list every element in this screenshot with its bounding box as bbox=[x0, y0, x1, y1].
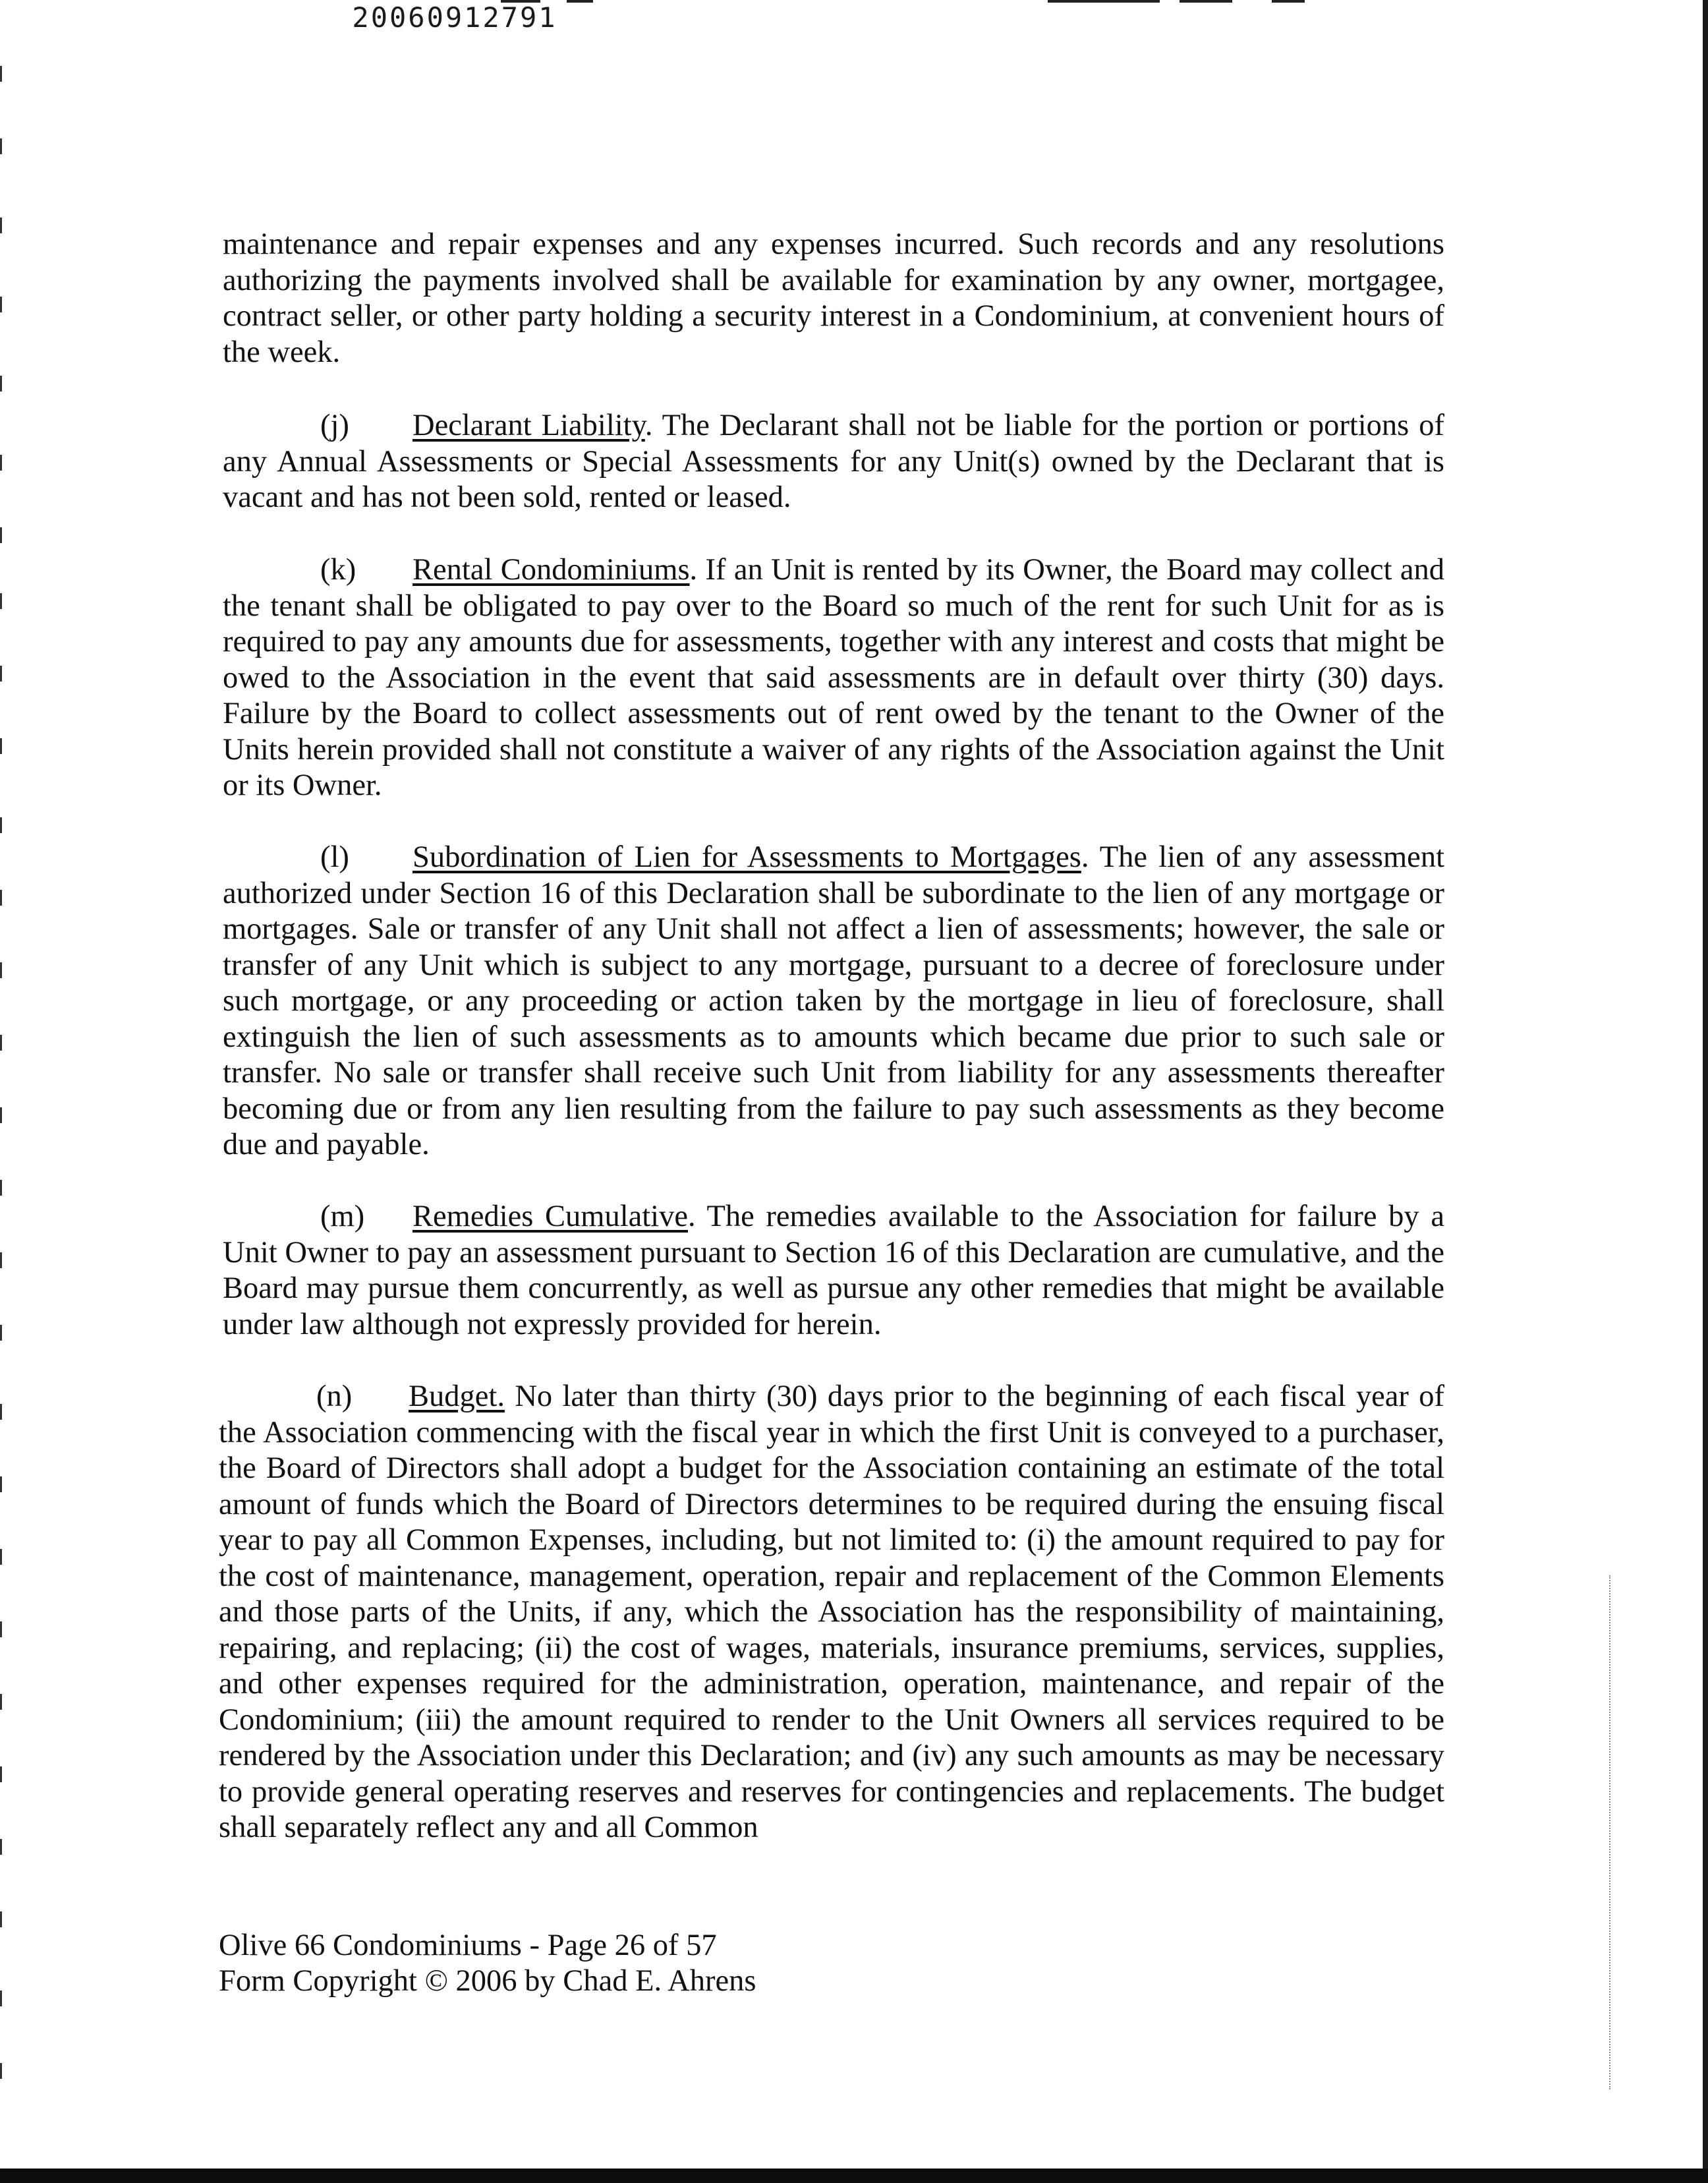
paragraph-heading: Rental Condominiums bbox=[413, 553, 690, 587]
paragraph-text: . The lien of any assessment authorized under Section 16 of this Declaration shall be subordinate to the lien of any mortgage or mortgages. Sale or transfer of any Unit shall not affect a lien of assessments; however, the sale or transfer of any Unit which is subject to any mortgage, pursuant to a decree of foreclosure under such mortgage, or any proceeding or action taken by the mortgage in lieu of foreclosure, shall extinguish the lien of such assessments as to amounts which became due prior to such sale or transfer. No sale or transfer shall receive such Unit from liability for any assessments thereafter becoming due or from any lien resulting from the failure to pay such assessments as they become due and payable. bbox=[223, 840, 1444, 1161]
scan-tick bbox=[0, 1325, 2, 1341]
paragraph-heading: Declarant Liability bbox=[413, 409, 645, 442]
paragraph-heading: Budget. bbox=[409, 1380, 505, 1413]
footer-copyright: Form Copyright © 2006 by Chad E. Ahrens bbox=[219, 1964, 756, 1998]
scan-tick bbox=[0, 738, 2, 754]
scan-tick bbox=[0, 138, 2, 154]
scan-tick bbox=[0, 455, 2, 471]
scan-dotted-line bbox=[1609, 1575, 1612, 2089]
scan-mark bbox=[1180, 0, 1232, 3]
scan-tick bbox=[0, 1252, 2, 1268]
paragraph-label: (n) bbox=[316, 1380, 353, 1413]
scan-tick bbox=[0, 890, 2, 906]
scan-tick bbox=[0, 1180, 2, 1196]
scan-tick bbox=[0, 1694, 2, 1710]
paragraph-label: (k) bbox=[320, 553, 356, 587]
page-footer bbox=[219, 1928, 756, 1999]
scan-tick bbox=[0, 1839, 2, 1855]
document-number: 20060912791 bbox=[352, 1, 557, 34]
scan-tick bbox=[0, 1035, 2, 1051]
paragraph-text: No later than thirty (30) days prior to the beginning of each fiscal year of the Association commencing with the fiscal year in which the first Unit is conveyed to a purchaser, the Board of Directors shall adopt a budget for the Association containing an estimate of the total amount of funds which the Board of Directors determines to be required during the ensuing fiscal year to pay all Common Expenses, including, but not limited to: (i) the amount required to pay for the cost of maintenance, management, operation, repair and replacement of the Common Elements and those parts of the Units, if any, which the Association has the responsibility of maintaining, repairing, and replacing; (ii) the cost of wages, materials, insurance premiums, services, supplies, and other expenses required for the administration, operation, maintenance, and repair of the Condominium; (iii) the amount required to render to the Unit Owners all services required to be rendered by the Association under this Declaration; and (iv) any such amounts as may be necessary to provide general operating reserves and reserves for contingencies and replacements. The budget shall separately reflect any and all Common bbox=[219, 1380, 1444, 1844]
paragraph-n bbox=[219, 1379, 1444, 1846]
paragraph-text: maintenance and repair expenses and any expenses incurred. Such records and any resolutions authorizing the payments involved shall be available for examination by any owner, mortgagee, contract seller, or other party holding a security interest in a Condominium, at convenient hours of the week. bbox=[223, 227, 1444, 369]
scan-bottom-edge bbox=[0, 2168, 1708, 2183]
paragraph-label: (j) bbox=[320, 409, 349, 442]
scan-tick bbox=[0, 1766, 2, 1782]
scan-tick bbox=[0, 218, 2, 233]
scan-tick bbox=[0, 1549, 2, 1565]
scan-edge-marks bbox=[0, 0, 4, 2183]
scan-tick bbox=[0, 1991, 2, 2006]
paragraph-k bbox=[223, 552, 1444, 804]
paragraph-heading: Subordination of Lien for Assessments to Mortgages bbox=[413, 840, 1081, 874]
paragraph-j bbox=[223, 408, 1444, 516]
paragraph-text: . The remedies available to the Association for failure by a Unit Owner to pay an assessment pursuant to Section 16 of this Declaration are cumulative, and the Board may pursue them concurrently, as well as pursue any other remedies that might be available under law although not expressly provided for herein. bbox=[223, 1200, 1444, 1341]
scan-mark bbox=[1272, 0, 1305, 3]
scan-tick bbox=[0, 66, 2, 82]
scan-tick bbox=[0, 376, 2, 392]
scan-tick bbox=[0, 2063, 2, 2079]
scan-tick bbox=[0, 1476, 2, 1492]
scan-tick bbox=[0, 1107, 2, 1123]
scan-tick bbox=[0, 1911, 2, 1927]
scan-tick bbox=[0, 297, 2, 312]
paragraph-l bbox=[223, 840, 1444, 1163]
scan-tick bbox=[0, 527, 2, 543]
paragraph-m bbox=[223, 1199, 1444, 1343]
scan-right-edge bbox=[1703, 0, 1708, 2183]
scan-tick bbox=[0, 817, 2, 833]
scan-mark bbox=[1048, 0, 1160, 3]
scan-tick bbox=[0, 666, 2, 682]
paragraph-continuation bbox=[223, 227, 1444, 370]
scan-tick bbox=[0, 593, 2, 609]
paragraph-text: . The Declarant shall not be liable for the portion or portions of any Annual Assessments or Special Assessments for any Unit(s) owned by the Declarant that is vacant and has not been sold, rented or leased. bbox=[223, 409, 1444, 514]
paragraph-heading: Remedies Cumulative bbox=[413, 1200, 688, 1233]
scan-tick bbox=[0, 962, 2, 978]
scan-tick bbox=[0, 1621, 2, 1637]
paragraph-text: . If an Unit is rented by its Owner, the Board may collect and the tenant shall be obligated to pay over to the Board so much of the rent for such Unit for as is required to pay any amounts due for assessments, together with any interest and costs that might be owed to the Association in the event that said assessments are in default over thirty (30) days. Failure by the Board to collect assessments out of rent owed by the tenant to the Owner of the Units herein provided shall not constitute a waiver of any rights of the Association against the Unit or its Owner. bbox=[223, 553, 1445, 802]
paragraph-label: (l) bbox=[320, 840, 349, 874]
scan-tick bbox=[0, 1404, 2, 1420]
footer-page-info: Olive 66 Condominiums - Page 26 of 57 bbox=[219, 1929, 717, 1962]
paragraph-label: (m) bbox=[320, 1200, 365, 1233]
